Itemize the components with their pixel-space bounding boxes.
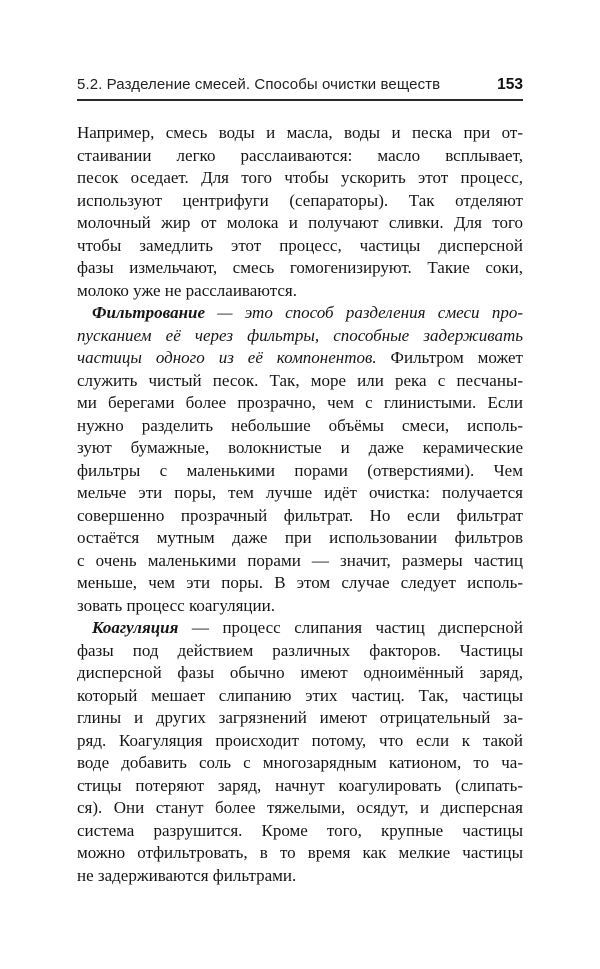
page-number: 153	[497, 76, 523, 93]
text-line	[77, 527, 523, 550]
text-line	[77, 235, 523, 258]
header-row	[77, 76, 523, 99]
text-line	[77, 415, 523, 438]
text-segment: фазы измельчают, смесь гомогенизируют. Такие соки,	[77, 258, 523, 277]
text-segment: песок оседает. Для того чтобы ускорить этот процесс,	[77, 168, 523, 187]
text-segment: чтобы замедлить этот процесс, частицы дисперсной	[77, 235, 523, 255]
text-segment: пусканием её через фильтры, способные задерживать	[77, 325, 523, 345]
text-line	[77, 280, 523, 303]
text-line	[77, 752, 523, 775]
text-line	[77, 460, 523, 483]
text-line	[77, 437, 523, 460]
text-line	[77, 370, 523, 393]
text-line	[77, 820, 523, 843]
text-line	[77, 640, 523, 663]
text-segment: ряд. Коагуляция происходит потому, что если к такой	[77, 730, 523, 750]
text-line	[77, 685, 523, 708]
text-segment: нужно разделить небольшие объёмы смеси, исполь-	[77, 415, 523, 435]
text-segment: молочный жир от молока и получают сливки. Для того	[77, 213, 523, 232]
text-segment: Коагуляция	[92, 618, 179, 637]
text-line	[77, 842, 523, 865]
text-segment: Фильтрование	[92, 303, 206, 322]
text-segment: совершенно прозрачный фильтрат. Но если фильтрат	[77, 505, 523, 525]
text-segment: частицы одного из её компонентов.	[77, 348, 377, 367]
text-line	[77, 302, 523, 325]
text-line	[77, 505, 523, 528]
text-line	[77, 145, 523, 168]
text-segment: используют центрифуги (сепараторы). Так отделяют	[77, 190, 523, 210]
text-line	[77, 617, 523, 640]
running-header	[77, 76, 523, 101]
text-segment: служить чистый песок. Так, море или река с песчаны-	[77, 370, 523, 390]
text-segment: воде добавить соль с многозарядным катионом, то ча-	[77, 753, 523, 772]
text-segment: дисперсной фазы обычно имеют одноимённый заряд,	[77, 663, 523, 682]
text-segment: ми берегами более прозрачно, чем с глинистыми. Если	[77, 393, 523, 412]
text-line	[77, 595, 523, 618]
text-segment: который мешает слипанию этих частиц. Так, частицы	[77, 685, 523, 705]
text-segment: меньше, чем эти поры. В этом случае следует исполь-	[77, 573, 523, 592]
text-line	[77, 797, 523, 820]
text-segment: остаётся мутным даже при использовании фильтров	[77, 528, 523, 547]
text-line	[77, 122, 523, 145]
text-line	[77, 730, 523, 753]
text-line	[77, 392, 523, 415]
text-segment: — процесс слипания частиц дисперсной	[178, 618, 523, 637]
paragraph	[77, 617, 523, 887]
section-title: 5.2. Разделение смесей. Способы очистки веществ	[77, 76, 441, 93]
text-line	[77, 190, 523, 213]
text-line	[77, 257, 523, 280]
paragraph	[77, 122, 523, 302]
text-line	[77, 572, 523, 595]
text-line	[77, 482, 523, 505]
text-segment: фазы под действием различных факторов. Частицы	[77, 640, 523, 660]
text-segment: мельче эти поры, тем лучше идёт очистка: получается	[77, 483, 523, 502]
text-line	[77, 325, 523, 348]
text-segment: можно отфильтровать, в то время как мелкие частицы	[77, 843, 523, 862]
text-segment: стицы потеряют заряд, начнут коагулировать (слипать-	[77, 775, 523, 795]
text-line	[77, 775, 523, 798]
text-segment: — это способ разделения смеси про-	[205, 303, 523, 322]
text-segment: стаивании легко расслаиваются: масло всплывает,	[77, 145, 523, 165]
text-line	[77, 865, 523, 888]
text-line	[77, 212, 523, 235]
header-rule	[77, 99, 523, 101]
paragraph	[77, 302, 523, 617]
page-body	[77, 122, 523, 887]
text-segment: зуют бумажные, волокнистые и даже керамические	[77, 438, 523, 457]
text-line	[77, 662, 523, 685]
text-segment: Фильтром может	[376, 348, 523, 367]
text-segment: Например, смесь воды и масла, воды и песка при от-	[77, 123, 523, 142]
text-line	[77, 167, 523, 190]
text-segment: с очень маленькими порами — значит, размеры частиц	[77, 550, 523, 570]
text-segment: глины и других загрязнений имеют отрицательный за-	[77, 708, 523, 727]
text-line	[77, 550, 523, 573]
text-segment: система разрушится. Кроме того, крупные частицы	[77, 820, 523, 840]
text-segment: фильтры с маленькими порами (отверстиями). Чем	[77, 460, 523, 480]
text-segment: зовать процесс коагуляции.	[77, 595, 275, 615]
text-line	[77, 707, 523, 730]
text-segment: ся). Они станут более тяжелыми, осядут, и дисперсная	[77, 798, 523, 817]
text-segment: молоко уже не расслаиваются.	[77, 280, 297, 300]
text-segment: не задерживаются фильтрами.	[77, 865, 297, 885]
text-line	[77, 347, 523, 370]
